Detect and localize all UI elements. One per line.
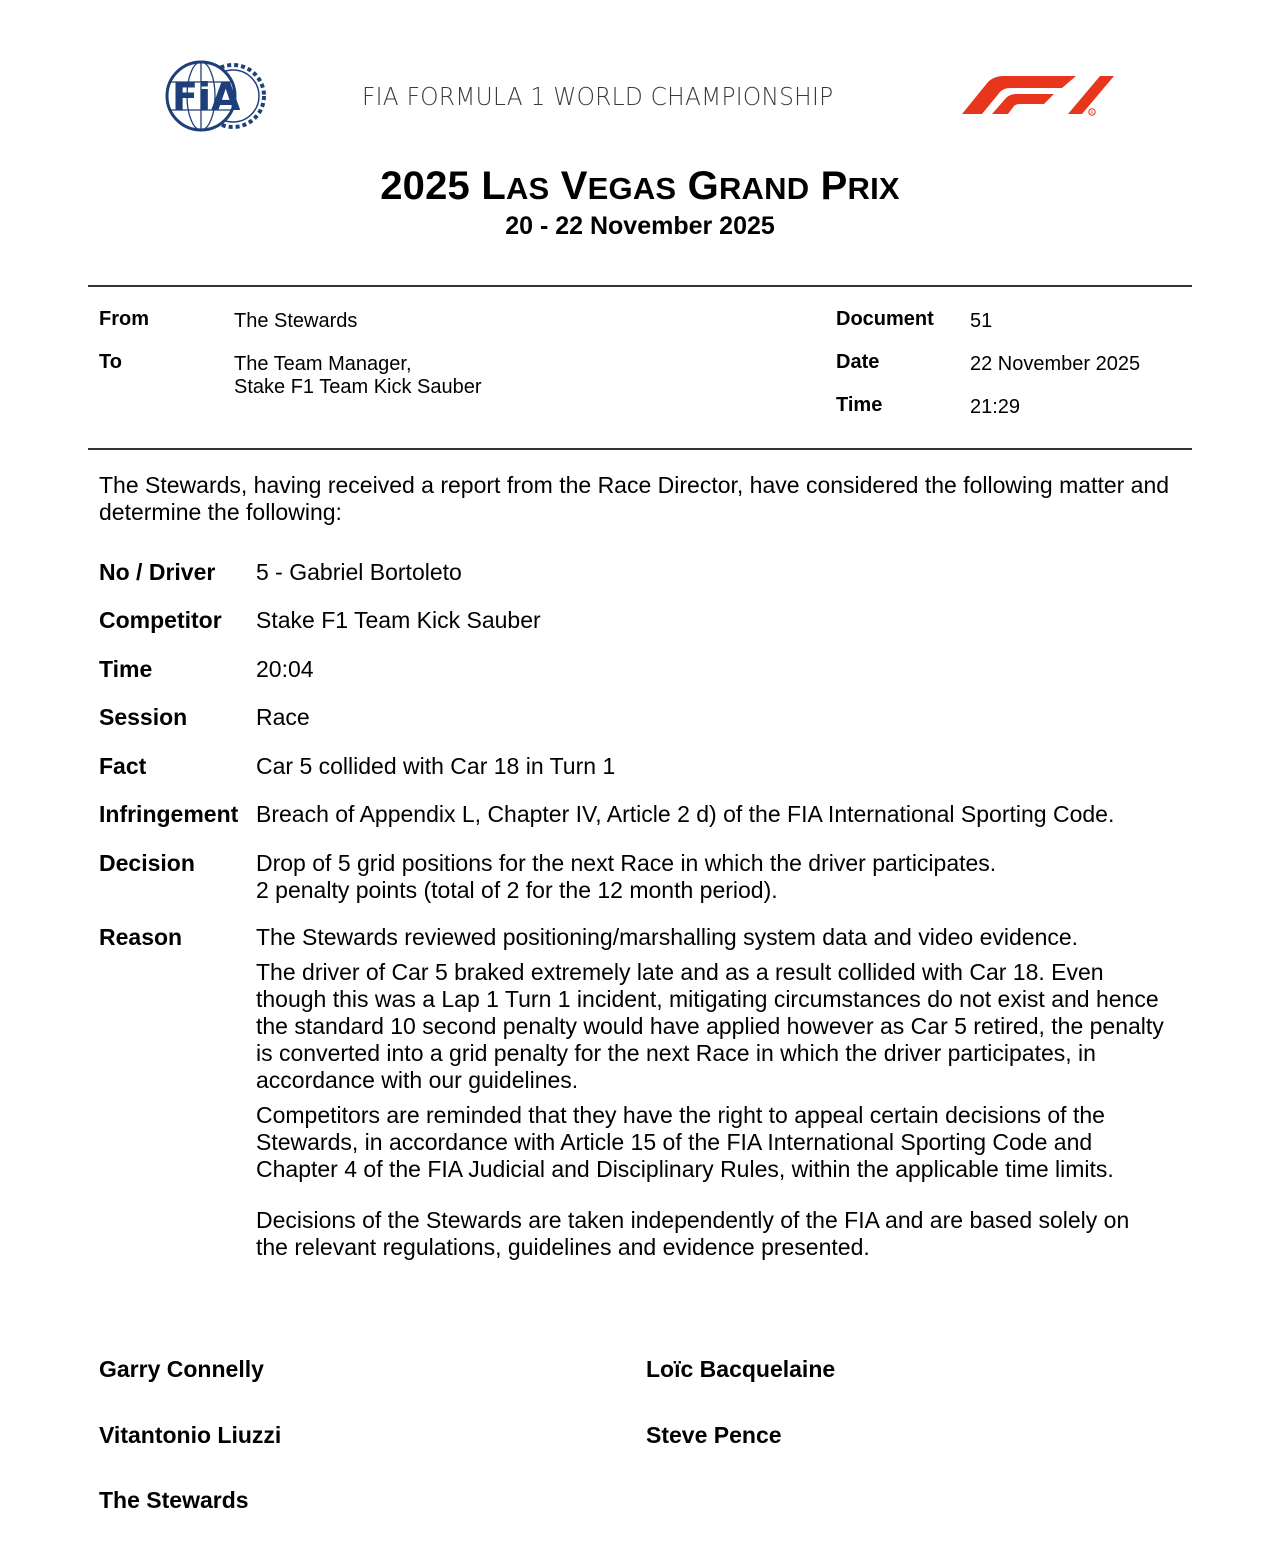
document-label: Document	[836, 308, 934, 330]
steward-signature: Vitantonio Liuzzi	[99, 1422, 282, 1448]
reason-label: Reason	[99, 924, 183, 950]
decision-line2: 2 penalty points (total of 2 for the 12 month period).	[256, 877, 778, 903]
reason-paragraph-3: Competitors are reminded that they have the right to appeal certain decisions of the Stewards, in accordance with Article 15 of the FIA International Sporting Code and Chapter 4 of the FIA Judicial and Disciplinary Rules, within the applicable time limits.	[256, 1102, 1114, 1182]
title-word-vegas: VEGAS	[560, 164, 677, 208]
reason-paragraph-4: Decisions of the Stewards are taken independently of the FIA and are based solely on the relevant regulations, guidelines and evidence presented.	[256, 1207, 1130, 1260]
competitor-value: Stake F1 Team Kick Sauber	[256, 607, 541, 633]
session-value: Race	[256, 704, 310, 730]
time-label: Time	[836, 394, 883, 416]
title-word-las: LAS	[481, 164, 550, 208]
incident-time-label: Time	[99, 656, 153, 682]
title-word-prix: PRIX	[820, 164, 900, 208]
svg-text:FiA: FiA	[172, 75, 241, 119]
reason-paragraph-1: The Stewards reviewed positioning/marshalling system data and video evidence.	[256, 924, 1079, 950]
championship-title: FIA FORMULA 1 WORLD CHAMPIONSHIP	[362, 82, 834, 111]
decision-value	[256, 850, 1176, 904]
steward-signature: Garry Connelly	[99, 1356, 264, 1382]
to-label: To	[99, 351, 122, 373]
driver-value: 5 - Gabriel Bortoleto	[256, 559, 462, 585]
date-value: 22 November 2025	[970, 353, 1141, 375]
reason-value	[256, 924, 1166, 1269]
from-label: From	[99, 308, 149, 330]
title-word-grand: GRAND	[687, 164, 810, 208]
bottom-divider	[88, 448, 1192, 450]
steward-signature: Loïc Bacquelaine	[646, 1356, 836, 1382]
to-value-line1: The Team Manager,	[234, 353, 412, 375]
decision-line1: Drop of 5 grid positions for the next Race in which the driver participates.	[256, 850, 997, 876]
fact-value: Car 5 collided with Car 18 in Turn 1	[256, 753, 616, 779]
competitor-label: Competitor	[99, 607, 222, 633]
to-value	[234, 353, 482, 399]
decision-label: Decision	[99, 850, 195, 876]
reason-paragraph-2: The driver of Car 5 braked extremely late and as a result collided with Car 18. Even though this was a Lap 1 Turn 1 incident, mitigating circumstances do not exist and hence the standard 10 second penalty would have applied however as Car 5 retired, the penalty is converted into a grid penalty for the next Race in which the driver participates, in accordance with our guidelines.	[256, 959, 1164, 1093]
title-year: 2025	[380, 164, 470, 208]
stewards-footer: The Stewards	[99, 1487, 249, 1513]
session-label: Session	[99, 704, 188, 730]
svg-text:R: R	[1090, 110, 1094, 116]
incident-time-value: 20:04	[256, 656, 314, 682]
infringement-value: Breach of Appendix L, Chapter IV, Article 2 d) of the FIA International Sporting Code.	[256, 801, 1115, 827]
event-title	[0, 164, 1280, 209]
intro-text: The Stewards, having received a report from the Race Director, have considered the following matter and determine the following:	[99, 472, 1170, 525]
fact-label: Fact	[99, 753, 147, 779]
steward-signature: Steve Pence	[646, 1422, 782, 1448]
infringement-label: Infringement	[99, 801, 239, 827]
top-divider	[88, 285, 1192, 287]
driver-label: No / Driver	[99, 559, 216, 585]
to-value-line2: Stake F1 Team Kick Sauber	[234, 376, 482, 398]
date-label: Date	[836, 351, 880, 373]
from-value: The Stewards	[234, 310, 358, 332]
f1-logo-icon	[958, 72, 1118, 118]
document-value: 51	[970, 310, 993, 332]
event-dates: 20 - 22 November 2025	[505, 212, 775, 240]
time-value: 21:29	[970, 396, 1021, 418]
fia-logo-icon	[163, 58, 271, 134]
